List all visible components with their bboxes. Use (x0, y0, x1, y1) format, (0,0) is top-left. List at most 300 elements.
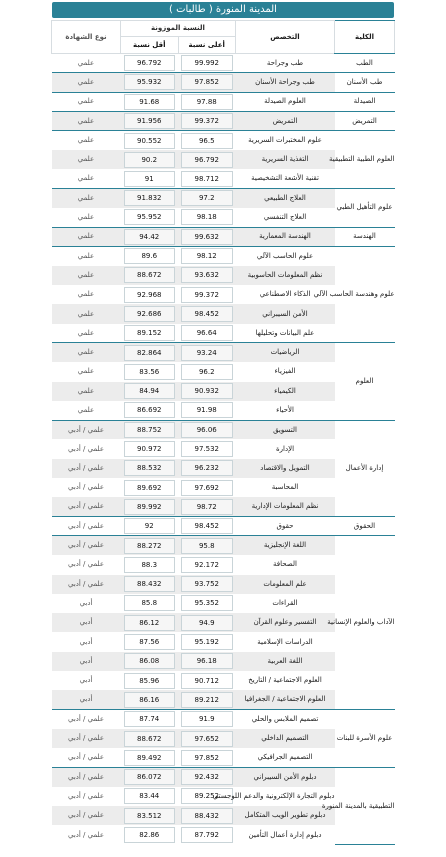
college-cell: علوم الأسرة للبنات (335, 710, 395, 768)
highest-cell-value: 97.692 (181, 480, 233, 496)
highest-cell-value: 88.432 (181, 808, 233, 824)
specialty-cell-value: دبلوم الأمن السيبراني (253, 772, 317, 781)
highest-cell (178, 767, 236, 786)
specialty-cell (236, 150, 335, 169)
highest-cell-value: 96.232 (181, 460, 233, 476)
cert-type-cell-value: علمي / أدبي (67, 444, 105, 453)
cert-type-cell-value: علمي (77, 367, 95, 376)
admission-table (51, 20, 395, 845)
lowest-cell (121, 671, 179, 690)
lowest-cell-value: 86.08 (124, 653, 176, 669)
lowest-cell (121, 517, 179, 536)
highest-cell-value: 99.992 (181, 55, 233, 71)
cert-type-cell-value: علمي / أدبي (67, 791, 105, 800)
specialty-cell (236, 246, 335, 265)
lowest-cell (121, 111, 179, 130)
cert-type-cell (52, 748, 121, 767)
highest-cell (178, 189, 236, 208)
specialty-cell-value: التصميم الجرافيكي (257, 753, 313, 762)
lowest-cell (121, 613, 179, 632)
cert-type-cell-value: علمي (77, 155, 95, 164)
lowest-cell (121, 304, 179, 323)
cert-type-cell-value: علمي / أدبي (67, 714, 105, 723)
cert-type-cell (52, 304, 121, 323)
cert-type-cell-value: علمي (77, 405, 95, 414)
highest-cell-value: 93.24 (181, 345, 233, 361)
highest-cell-value: 97.852 (181, 74, 233, 90)
lowest-cell-value: 95.932 (124, 74, 176, 90)
college-cell: الطب (335, 54, 395, 73)
lowest-cell-value: 88.672 (124, 267, 176, 283)
lowest-cell-value: 90.2 (124, 152, 176, 168)
lowest-cell-value: 91.956 (124, 113, 176, 129)
cert-type-cell (52, 729, 121, 748)
cert-type-cell (52, 54, 121, 73)
cert-type-cell (52, 420, 121, 439)
lowest-cell-value: 89.692 (124, 480, 176, 496)
highest-cell (178, 459, 236, 478)
lowest-cell-value: 92 (124, 518, 176, 534)
cert-type-cell (52, 343, 121, 362)
cert-type-cell (52, 690, 121, 709)
specialty-cell-value: الهندسة المعمارية (259, 232, 311, 241)
highest-cell-value: 98.452 (181, 306, 233, 322)
lowest-cell-value: 88.672 (124, 731, 176, 747)
lowest-cell (121, 536, 179, 555)
highest-cell (178, 690, 236, 709)
cert-type-cell-value: علمي (77, 328, 95, 337)
cert-type-cell (52, 285, 121, 304)
specialty-cell (236, 439, 335, 458)
cert-type-cell-value: علمي / أدبي (67, 753, 105, 762)
highest-cell (178, 227, 236, 246)
specialty-cell (236, 111, 335, 130)
lowest-cell (121, 575, 179, 594)
lowest-cell (121, 497, 179, 516)
lowest-cell (121, 92, 179, 111)
lowest-cell (121, 825, 179, 844)
lowest-cell-value: 89.492 (124, 750, 176, 766)
cert-type-cell-value: علمي (77, 290, 95, 299)
specialty-cell (236, 401, 335, 420)
specialty-cell-value: اللغة الإنجليزية (263, 541, 307, 550)
highest-cell-value: 90.712 (181, 673, 233, 689)
cert-type-cell-value: علمي (77, 212, 95, 221)
college-cell: الصيدلة (335, 92, 395, 111)
lowest-cell (121, 632, 179, 651)
cert-type-cell-value: أدبي (79, 637, 93, 646)
specialty-cell (236, 555, 335, 574)
specialty-cell (236, 227, 335, 246)
cert-type-cell-value: علمي / أدبي (67, 425, 105, 434)
lowest-cell-value: 89.6 (124, 248, 176, 264)
cert-type-cell-value: علمي (77, 270, 95, 279)
lowest-cell (121, 189, 179, 208)
specialty-cell (236, 382, 335, 401)
cert-type-cell (52, 575, 121, 594)
lowest-cell (121, 690, 179, 709)
table-row (52, 343, 395, 362)
lowest-cell-value: 86.072 (124, 769, 176, 785)
cert-type-cell-value: علمي (77, 97, 95, 106)
lowest-cell (121, 285, 179, 304)
highest-cell-value: 92.172 (181, 557, 233, 573)
specialty-cell-value: الفيزياء (274, 367, 296, 376)
highest-cell (178, 324, 236, 343)
highest-cell (178, 613, 236, 632)
college-cell: الآداب والعلوم الإنسانية (335, 536, 395, 710)
highest-cell (178, 710, 236, 729)
cert-type-cell-value: علمي / أدبي (67, 579, 105, 588)
cert-type-cell-value: علمي / أدبي (67, 830, 105, 839)
highest-cell (178, 632, 236, 651)
college-cell: طب الأسنان (335, 73, 395, 92)
specialty-cell-value: التفسير وعلوم القرآن (253, 618, 317, 627)
highest-cell-value: 92.432 (181, 769, 233, 785)
lowest-cell-value: 89.992 (124, 499, 176, 515)
specialty-cell-value: التمويل والاقتصاد (260, 463, 310, 472)
lowest-cell (121, 787, 179, 806)
specialty-cell-value: العلوم الاجتماعية / الجغرافيا (244, 695, 326, 704)
lowest-cell (121, 478, 179, 497)
lowest-cell-value: 82.86 (124, 827, 176, 843)
cert-type-cell (52, 362, 121, 381)
specialty-cell-value: القراءات (272, 598, 298, 607)
lowest-cell-value: 84.94 (124, 383, 176, 399)
lowest-cell (121, 748, 179, 767)
highest-cell-value: 97.652 (181, 731, 233, 747)
table-row (52, 227, 395, 246)
cert-type-cell-value: علمي (77, 309, 95, 318)
cert-type-cell (52, 536, 121, 555)
cert-type-cell (52, 497, 121, 516)
highest-cell-value: 93.752 (181, 576, 233, 592)
lowest-cell (121, 710, 179, 729)
cert-type-cell (52, 150, 121, 169)
lowest-cell-value: 86.16 (124, 692, 176, 708)
highest-cell-value: 91.98 (181, 402, 233, 418)
specialty-cell (236, 671, 335, 690)
table-row (52, 131, 395, 150)
lowest-cell (121, 382, 179, 401)
specialty-cell-value: الإدارة (275, 444, 295, 453)
highest-cell-value: 98.12 (181, 248, 233, 264)
lowest-cell (121, 362, 179, 381)
specialty-cell-value: دبلوم إدارة أعمال التأمين (248, 830, 322, 839)
lowest-cell-value: 86.12 (124, 615, 176, 631)
highest-cell (178, 671, 236, 690)
header-college: الكلية (335, 21, 395, 54)
highest-cell-value: 96.5 (181, 133, 233, 149)
cert-type-cell-value: أدبي (79, 618, 93, 627)
table-row (52, 73, 395, 92)
lowest-cell (121, 324, 179, 343)
cert-type-cell (52, 189, 121, 208)
cert-type-cell (52, 652, 121, 671)
cert-type-cell-value: علمي / أدبي (67, 502, 105, 511)
highest-cell-value: 87.792 (181, 827, 233, 843)
specialty-cell (236, 729, 335, 748)
highest-cell (178, 536, 236, 555)
lowest-cell (121, 343, 179, 362)
highest-cell (178, 92, 236, 111)
cert-type-cell (52, 806, 121, 825)
highest-cell (178, 73, 236, 92)
lowest-cell (121, 246, 179, 265)
lowest-cell (121, 439, 179, 458)
highest-cell (178, 266, 236, 285)
cert-type-cell (52, 169, 121, 188)
cert-type-cell (52, 459, 121, 478)
college-cell: الحقوق (335, 517, 395, 536)
specialty-cell-value: طب وجراحة الأسنان (255, 77, 315, 86)
cert-type-cell (52, 208, 121, 227)
college-cell: علوم التأهيل الطبي (335, 189, 395, 228)
specialty-cell (236, 710, 335, 729)
college-cell: التطبيقية بالمدينة المنورة (335, 767, 395, 844)
cert-type-cell (52, 671, 121, 690)
lowest-cell (121, 806, 179, 825)
specialty-cell-value: التصميم الداخلي (261, 734, 309, 743)
highest-cell-value: 93.632 (181, 267, 233, 283)
specialty-cell (236, 54, 335, 73)
lowest-cell (121, 420, 179, 439)
cert-type-cell (52, 73, 121, 92)
cert-type-cell-value: علمي (77, 232, 95, 241)
college-cell: علوم وهندسة الحاسب الآلي (335, 246, 395, 342)
college-cell: العلوم (335, 343, 395, 420)
cert-type-cell (52, 613, 121, 632)
highest-cell-value: 96.64 (181, 325, 233, 341)
lowest-cell (121, 227, 179, 246)
specialty-cell (236, 632, 335, 651)
specialty-cell-value: دبلوم التجارة الإلكترونية والدعم اللوجستي (212, 791, 335, 800)
highest-cell-value: 89.252 (181, 788, 233, 804)
page-title: المدينة المنورة ( طالبات ) (52, 2, 394, 18)
lowest-cell-value: 89.152 (124, 325, 176, 341)
cert-type-cell-value: علمي (77, 77, 95, 86)
cert-type-cell (52, 111, 121, 130)
table-row (52, 420, 395, 439)
lowest-cell (121, 767, 179, 786)
highest-cell (178, 729, 236, 748)
specialty-cell-value: التغذية السريرية (261, 155, 309, 164)
lowest-cell-value: 85.96 (124, 673, 176, 689)
specialty-cell-value: المحاسبة (271, 483, 299, 492)
cert-type-cell (52, 131, 121, 150)
highest-cell (178, 420, 236, 439)
cert-type-cell (52, 787, 121, 806)
lowest-cell (121, 555, 179, 574)
specialty-cell (236, 343, 335, 362)
lowest-cell-value: 88.272 (124, 538, 176, 554)
table-row (52, 54, 395, 73)
specialty-cell-value: علوم المختبرات السريرية (248, 136, 322, 145)
highest-cell-value: 98.712 (181, 171, 233, 187)
specialty-cell (236, 208, 335, 227)
cert-type-cell-value: علمي / أدبي (67, 734, 105, 743)
highest-cell (178, 497, 236, 516)
cert-type-cell-value: علمي / أدبي (67, 560, 105, 569)
specialty-cell (236, 594, 335, 613)
highest-cell (178, 575, 236, 594)
cert-type-cell-value: علمي (77, 174, 95, 183)
specialty-cell-value: العلوم الصيدلة (264, 97, 306, 106)
specialty-cell-value: التسويق (273, 425, 297, 434)
lowest-cell-value: 87.74 (124, 711, 176, 727)
table-row (52, 246, 395, 265)
cert-type-cell-value: علمي (77, 348, 95, 357)
cert-type-cell (52, 555, 121, 574)
lowest-cell (121, 131, 179, 150)
highest-cell-value: 97.532 (181, 441, 233, 457)
header-highest: أعلى نسبة (178, 37, 236, 54)
lowest-cell-value: 88.532 (124, 460, 176, 476)
specialty-cell (236, 324, 335, 343)
highest-cell-value: 99.372 (181, 287, 233, 303)
specialty-cell (236, 652, 335, 671)
highest-cell-value: 89.212 (181, 692, 233, 708)
lowest-cell-value: 90.972 (124, 441, 176, 457)
cert-type-cell (52, 266, 121, 285)
highest-cell (178, 439, 236, 458)
college-cell: الهندسة (335, 227, 395, 246)
highest-cell (178, 382, 236, 401)
cert-type-cell-value: علمي / أدبي (67, 811, 105, 820)
highest-cell (178, 111, 236, 130)
specialty-cell (236, 767, 335, 786)
table-row (52, 189, 395, 208)
highest-cell (178, 748, 236, 767)
cert-type-cell-value: أدبي (79, 656, 93, 665)
specialty-cell (236, 517, 335, 536)
specialty-cell (236, 748, 335, 767)
highest-cell-value: 98.452 (181, 518, 233, 534)
highest-cell (178, 304, 236, 323)
highest-cell (178, 478, 236, 497)
cert-type-cell-value: علمي / أدبي (67, 772, 105, 781)
cert-type-cell (52, 92, 121, 111)
college-cell: إدارة الأعمال (335, 420, 395, 516)
highest-cell-value: 95.8 (181, 538, 233, 554)
college-cell: العلوم الطبية التطبيقية (335, 131, 395, 189)
specialty-cell (236, 478, 335, 497)
cert-type-cell-value: علمي (77, 58, 95, 67)
highest-cell (178, 652, 236, 671)
specialty-cell-value: الرياضيات (270, 348, 300, 357)
highest-cell-value: 97.852 (181, 750, 233, 766)
lowest-cell-value: 92.968 (124, 287, 176, 303)
cert-type-cell-value: علمي / أدبي (67, 521, 105, 530)
highest-cell-value: 94.9 (181, 615, 233, 631)
lowest-cell (121, 266, 179, 285)
highest-cell-value: 90.932 (181, 383, 233, 399)
table-row (52, 767, 395, 786)
highest-cell-value: 96.792 (181, 152, 233, 168)
specialty-cell (236, 690, 335, 709)
specialty-cell-value: العلوم الاجتماعية / التاريخ (248, 676, 322, 685)
cert-type-cell (52, 401, 121, 420)
specialty-cell-value: حقوق (276, 521, 294, 530)
lowest-cell (121, 208, 179, 227)
lowest-cell-value: 88.432 (124, 576, 176, 592)
specialty-cell-value: نظم المعلومات الإدارية (251, 502, 319, 511)
specialty-cell (236, 73, 335, 92)
cert-type-cell-value: علمي (77, 251, 95, 260)
lowest-cell-value: 92.686 (124, 306, 176, 322)
table-body (52, 54, 395, 845)
highest-cell (178, 208, 236, 227)
highest-cell (178, 806, 236, 825)
specialty-cell (236, 169, 335, 188)
specialty-cell-value: الكيمياء (274, 386, 296, 395)
cert-type-cell-value: أدبي (79, 676, 93, 685)
header-specialty: التخصص (236, 21, 335, 54)
highest-cell (178, 517, 236, 536)
specialty-cell (236, 459, 335, 478)
specialty-cell (236, 266, 335, 285)
specialty-cell (236, 825, 335, 844)
lowest-cell (121, 169, 179, 188)
lowest-cell-value: 91.832 (124, 190, 176, 206)
highest-cell-value: 98.72 (181, 499, 233, 515)
specialty-cell-value: الأحياء (276, 405, 294, 414)
highest-cell (178, 150, 236, 169)
table-row (52, 536, 395, 555)
lowest-cell-value: 85.8 (124, 595, 176, 611)
lowest-cell-value: 96.792 (124, 55, 176, 71)
cert-type-cell-value: أدبي (79, 695, 93, 704)
specialty-cell-value: العلاج التنفسي (263, 212, 307, 221)
specialty-cell-value: علم المعلومات (263, 579, 307, 588)
cert-type-cell (52, 517, 121, 536)
lowest-cell (121, 73, 179, 92)
specialty-cell (236, 189, 335, 208)
lowest-cell (121, 401, 179, 420)
specialty-cell (236, 131, 335, 150)
cert-type-cell (52, 246, 121, 265)
cert-type-cell-value: علمي (77, 116, 95, 125)
lowest-cell-value: 88.752 (124, 422, 176, 438)
lowest-cell-value: 88.3 (124, 557, 176, 573)
lowest-cell (121, 150, 179, 169)
college-cell: التمريض (335, 111, 395, 130)
specialty-cell (236, 613, 335, 632)
header-lowest: أقل نسبة (121, 37, 179, 54)
lowest-cell (121, 729, 179, 748)
cert-type-cell-value: أدبي (79, 598, 93, 607)
cert-type-cell (52, 324, 121, 343)
lowest-cell-value: 86.692 (124, 402, 176, 418)
highest-cell (178, 343, 236, 362)
cert-type-cell (52, 594, 121, 613)
cert-type-cell (52, 710, 121, 729)
lowest-cell-value: 83.44 (124, 788, 176, 804)
specialty-cell-value: التمريض (272, 116, 298, 125)
highest-cell-value: 95.192 (181, 634, 233, 650)
lowest-cell-value: 82.864 (124, 345, 176, 361)
highest-cell-value: 97.2 (181, 190, 233, 206)
cert-type-cell-value: علمي (77, 386, 95, 395)
specialty-cell-value: طب وجراحة (266, 58, 304, 67)
lowest-cell (121, 459, 179, 478)
specialty-cell (236, 536, 335, 555)
highest-cell (178, 401, 236, 420)
specialty-cell (236, 497, 335, 516)
specialty-cell (236, 92, 335, 111)
specialty-cell-value: الصحافة (273, 560, 297, 569)
highest-cell (178, 555, 236, 574)
